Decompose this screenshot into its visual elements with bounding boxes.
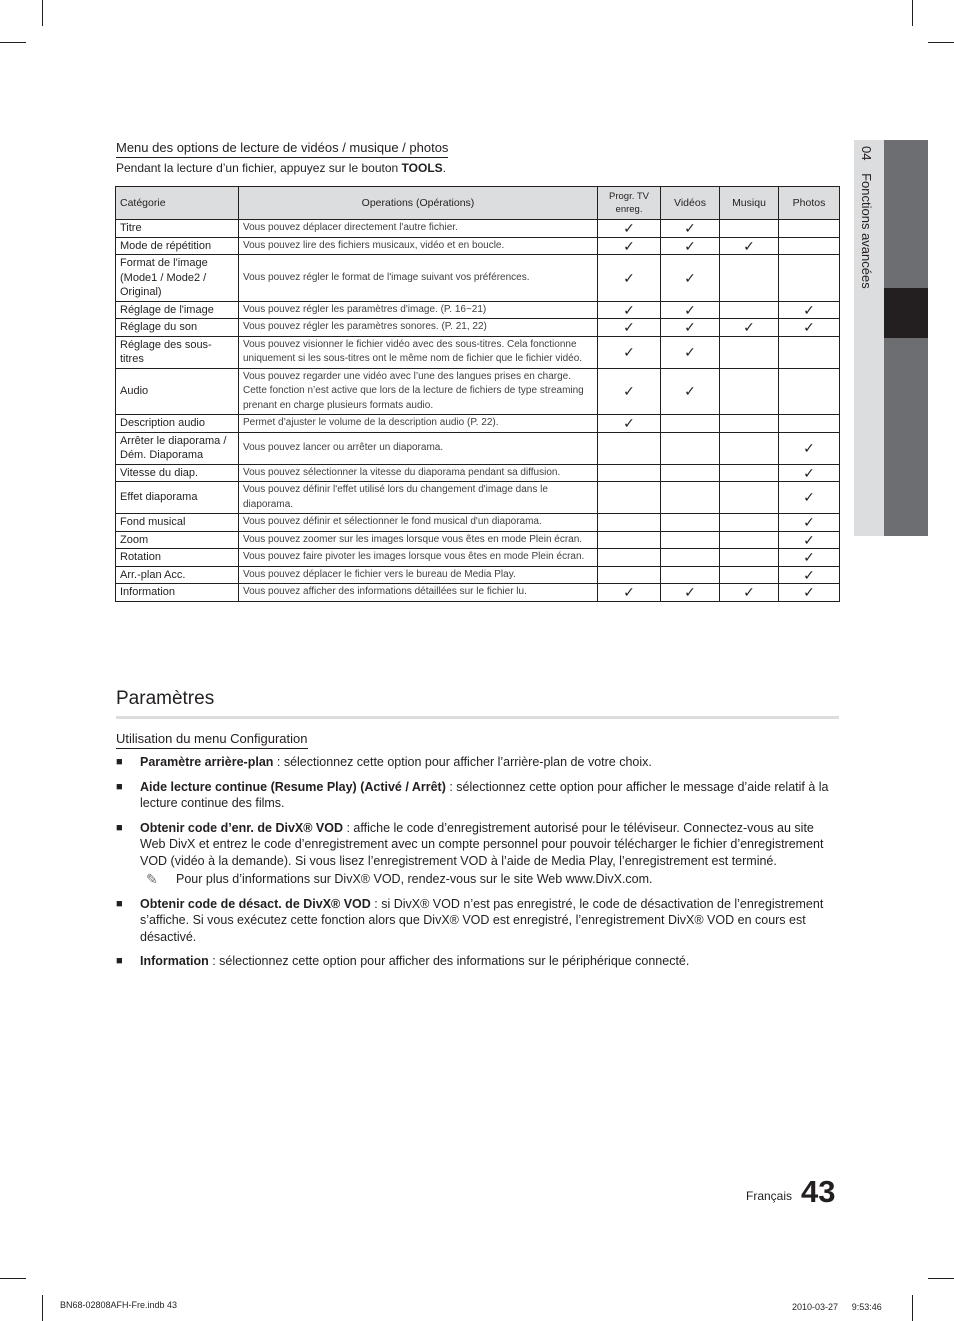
checkmark-icon: ✓ [803, 514, 815, 530]
support-cell [661, 368, 720, 415]
table-row [116, 482, 840, 514]
support-cell [720, 237, 779, 255]
row-description: Vous pouvez visionner le fichier vidéo avec des sous-titres. Cela fonctionne uniquement si les sous-titres ont le même nom de fichier que le fichier vidéo. [239, 336, 598, 368]
support-cell [598, 584, 661, 602]
support-cell [720, 514, 779, 532]
checkmark-icon: ✓ [684, 220, 696, 236]
row-category: Vitesse du diap. [116, 464, 239, 482]
header-recorded-tv: Progr. TV enreg. [598, 187, 661, 220]
support-cell [779, 368, 840, 415]
support-cell [661, 415, 720, 433]
support-cell [661, 432, 720, 464]
row-category: Arr.-plan Acc. [116, 566, 239, 584]
support-cell [779, 319, 840, 337]
item-text: : sélectionnez cette option pour afficher le message d’aide relatif à la lecture continue des films. [140, 779, 829, 810]
row-description: Vous pouvez regarder une vidéo avec l’une des langues prises en charge. Cette fonction n’est active que lors de la lecture de fichiers de type streaming prenant en charge plusieurs formats audio. [239, 368, 598, 415]
item-term: Information [140, 954, 209, 968]
support-cell [720, 464, 779, 482]
support-cell [598, 368, 661, 415]
support-cell [720, 415, 779, 433]
support-cell [720, 368, 779, 415]
row-description: Permet d’ajuster le volume de la description audio (P. 22). [239, 415, 598, 433]
table-row [116, 220, 840, 238]
settings-list [116, 754, 838, 978]
support-cell [598, 415, 661, 433]
support-cell [779, 482, 840, 514]
row-description: Vous pouvez régler les paramètres sonores. (P. 21, 22) [239, 319, 598, 337]
list-item [116, 953, 838, 970]
row-category: Fond musical [116, 514, 239, 532]
support-cell [779, 336, 840, 368]
bullet-square-icon: ■ [116, 897, 123, 910]
support-cell [661, 566, 720, 584]
table-row [116, 584, 840, 602]
checkmark-icon: ✓ [623, 319, 635, 335]
chapter-title: Fonctions avancées [859, 173, 874, 289]
header-music: Musiqu [720, 187, 779, 220]
support-cell [598, 514, 661, 532]
support-cell [598, 432, 661, 464]
support-cell [661, 514, 720, 532]
table-row [116, 566, 840, 584]
row-description: Vous pouvez déplacer le fichier vers le bureau de Media Play. [239, 566, 598, 584]
bullet-square-icon: ■ [116, 756, 123, 768]
support-cell [598, 237, 661, 255]
side-tab-active-marker [884, 288, 928, 338]
table-row [116, 368, 840, 415]
crop-mark [0, 1278, 26, 1279]
row-description: Vous pouvez afficher des informations détaillées sur le fichier lu. [239, 584, 598, 602]
row-category: Réglage de l'image [116, 301, 239, 319]
row-description: Vous pouvez déplacer directement l'autre fichier. [239, 220, 598, 238]
support-cell [720, 301, 779, 319]
side-tab-block [884, 338, 928, 536]
header-videos: Vidéos [661, 187, 720, 220]
intro-text: Pendant la lecture d’un fichier, appuyez sur le bouton [116, 161, 399, 175]
checkmark-icon: ✓ [743, 319, 755, 335]
checkmark-icon: ✓ [623, 343, 635, 360]
support-cell [779, 301, 840, 319]
row-category: Réglage des sous-titres [116, 336, 239, 368]
row-category: Effet diaporama [116, 482, 239, 514]
support-cell [779, 464, 840, 482]
table-row [116, 301, 840, 319]
item-text: : sélectionnez cette option pour afficher des informations sur le périphérique connecté. [208, 954, 690, 968]
item-term: Obtenir code de désact. de DivX® VOD [140, 896, 371, 911]
row-description: Vous pouvez sélectionner la vitesse du diaporama pendant sa diffusion. [239, 464, 598, 482]
intro-suffix: . [442, 161, 446, 175]
checkmark-icon: ✓ [684, 237, 696, 254]
support-cell [779, 549, 840, 567]
list-item [116, 779, 838, 812]
support-cell [661, 237, 720, 255]
list-item [116, 896, 838, 946]
checkmark-icon: ✓ [803, 566, 815, 583]
item-term: Obtenir code d’enr. de DivX® VOD [140, 820, 344, 835]
support-cell [779, 220, 840, 238]
header-photos: Photos [779, 187, 840, 220]
support-cell [598, 549, 661, 567]
support-cell [598, 220, 661, 238]
footer-language: Français [746, 1189, 793, 1203]
checkmark-icon: ✓ [684, 584, 696, 600]
table-row [116, 255, 840, 302]
row-description: Vous pouvez lancer ou arrêter un diaporama. [239, 432, 598, 464]
checkmark-icon: ✓ [803, 549, 815, 565]
support-cell [598, 531, 661, 549]
checkmark-icon: ✓ [684, 269, 696, 286]
list-item [116, 820, 838, 888]
row-category: Arrêter le diaporama / Dém. Diaporama [116, 432, 239, 464]
checkmark-icon: ✓ [803, 301, 815, 318]
crop-mark [928, 42, 954, 43]
row-description: Vous pouvez définir et sélectionner le fond musical d'un diaporama. [239, 514, 598, 532]
table-row [116, 464, 840, 482]
print-slug-file: BN68-02808AFH-Fre.indb 43 [60, 1300, 178, 1310]
bullet-square-icon: ■ [116, 780, 123, 793]
checkmark-icon: ✓ [803, 584, 815, 600]
checkmark-icon: ✓ [623, 269, 635, 286]
item-term: Paramètre arrière-plan [140, 755, 274, 769]
support-cell [598, 301, 661, 319]
row-category: Format de l'image (Mode1 / Mode2 / Original) [116, 255, 239, 302]
row-category: Titre [116, 220, 239, 238]
support-cell [661, 531, 720, 549]
list-item [116, 754, 838, 771]
checkmark-icon: ✓ [623, 383, 635, 399]
support-cell [720, 432, 779, 464]
table-row [116, 319, 840, 337]
row-description: Vous pouvez zoomer sur les images lorsque vous êtes en mode Plein écran. [239, 531, 598, 549]
support-cell [598, 566, 661, 584]
support-cell [598, 319, 661, 337]
support-cell [720, 549, 779, 567]
checkmark-icon: ✓ [803, 319, 815, 335]
support-cell [779, 514, 840, 532]
support-cell [720, 566, 779, 584]
chapter-number: 04 [859, 146, 874, 161]
support-cell [661, 319, 720, 337]
row-category: Description audio [116, 415, 239, 433]
checkmark-icon: ✓ [684, 319, 696, 335]
support-cell [720, 531, 779, 549]
crop-mark [42, 0, 43, 26]
bullet-square-icon: ■ [116, 821, 123, 834]
checkmark-icon: ✓ [803, 489, 815, 506]
table-row [116, 549, 840, 567]
checkmark-icon: ✓ [743, 237, 755, 254]
support-cell [779, 531, 840, 549]
support-cell [720, 319, 779, 337]
support-cell [661, 464, 720, 482]
options-table [115, 186, 840, 602]
table-row [116, 336, 840, 368]
support-cell [779, 415, 840, 433]
support-cell [598, 336, 661, 368]
row-category: Rotation [116, 549, 239, 567]
side-tab-label [859, 146, 874, 289]
checkmark-icon: ✓ [684, 301, 696, 318]
tools-key: TOOLS [401, 161, 443, 175]
support-cell [661, 336, 720, 368]
section-heading: Menu des options de lecture de vidéos / musique / photos [116, 140, 448, 158]
note-text: Pour plus d’informations sur DivX® VOD, rendez-vous sur le site Web www.DivX.com. [176, 872, 653, 886]
crop-mark [0, 42, 26, 43]
support-cell [661, 584, 720, 602]
pencil-note-icon: ✎ [146, 871, 158, 887]
table-row [116, 415, 840, 433]
checkmark-icon: ✓ [623, 584, 635, 600]
side-tab-block [884, 140, 928, 288]
row-category: Zoom [116, 531, 239, 549]
checkmark-icon: ✓ [684, 343, 696, 360]
support-cell [661, 220, 720, 238]
checkmark-icon: ✓ [803, 464, 815, 481]
print-slug-date: 2010-03-27 ᅟ 9:53:46 [792, 1302, 882, 1312]
checkmark-icon: ✓ [623, 301, 635, 318]
row-description: Vous pouvez régler le format de l'image suivant vos préférences. [239, 255, 598, 302]
support-cell [779, 237, 840, 255]
item-text: : affiche le code d’enregistrement autorisé pour le téléviseur. Connectez-vous au site Web DivX et entrez le code d’enregistrement avec un compte personnel pour pouvoir télécharger le fichier d’enregistrement VOD (vidéo à la demande). Si vous lisez l’enregistrement VOD à l’aide de Media Play, l’enregistrement est terminé. [140, 820, 824, 868]
support-cell [720, 336, 779, 368]
header-category: Catégorie [116, 187, 239, 220]
row-description: Vous pouvez définir l'effet utilisé lors du changement d'image dans le diaporama. [239, 482, 598, 514]
row-description: Vous pouvez lire des fichiers musicaux, vidéo et en boucle. [239, 237, 598, 255]
crop-mark [912, 0, 913, 26]
bullet-square-icon: ■ [116, 955, 123, 967]
support-cell [720, 220, 779, 238]
support-cell [661, 255, 720, 302]
header-operations: Operations (Opérations) [239, 187, 598, 220]
support-cell [661, 549, 720, 567]
table-header-row [116, 187, 840, 220]
support-cell [661, 482, 720, 514]
checkmark-icon: ✓ [623, 415, 635, 431]
item-text: : sélectionnez cette option pour afficher l’arrière-plan de votre choix. [273, 755, 652, 769]
page-section-title: Paramètres [116, 688, 839, 719]
section-intro [116, 161, 446, 175]
support-cell [720, 255, 779, 302]
support-cell [661, 301, 720, 319]
table-row [116, 237, 840, 255]
table-row [116, 531, 840, 549]
checkmark-icon: ✓ [623, 237, 635, 254]
row-description: Vous pouvez faire pivoter les images lorsque vous êtes en mode Plein écran. [239, 549, 598, 567]
table-row [116, 514, 840, 532]
subsection-heading: Utilisation du menu Configuration [116, 731, 308, 749]
item-text: : si DivX® VOD n’est pas enregistré, le code de désactivation de l’enregistrement s’affiche. Si vous exécutez cette fonction alors que DivX® VOD est enregistré, l’enregistrement DivX® VOD en cours est désactivé. [140, 896, 824, 944]
note [146, 871, 838, 888]
row-category: Audio [116, 368, 239, 415]
page-number: 43 [801, 1174, 836, 1209]
table-body [116, 220, 840, 602]
crop-mark [42, 1295, 43, 1321]
checkmark-icon: ✓ [684, 383, 696, 399]
checkmark-icon: ✓ [803, 439, 815, 456]
checkmark-icon: ✓ [743, 584, 755, 600]
row-category: Information [116, 584, 239, 602]
support-cell [779, 566, 840, 584]
table-row [116, 432, 840, 464]
crop-mark [912, 1295, 913, 1321]
support-cell [598, 255, 661, 302]
crop-mark [928, 1278, 954, 1279]
support-cell [720, 482, 779, 514]
checkmark-icon: ✓ [803, 531, 815, 548]
item-term: Aide lecture continue (Resume Play) (Activé / Arrêt) [140, 779, 446, 794]
row-category: Réglage du son [116, 319, 239, 337]
row-category: Mode de répétition [116, 237, 239, 255]
support-cell [598, 482, 661, 514]
checkmark-icon: ✓ [623, 220, 635, 236]
support-cell [779, 584, 840, 602]
support-cell [720, 584, 779, 602]
support-cell [779, 432, 840, 464]
row-description: Vous pouvez régler les paramètres d'image. (P. 16~21) [239, 301, 598, 319]
support-cell [598, 464, 661, 482]
support-cell [779, 255, 840, 302]
